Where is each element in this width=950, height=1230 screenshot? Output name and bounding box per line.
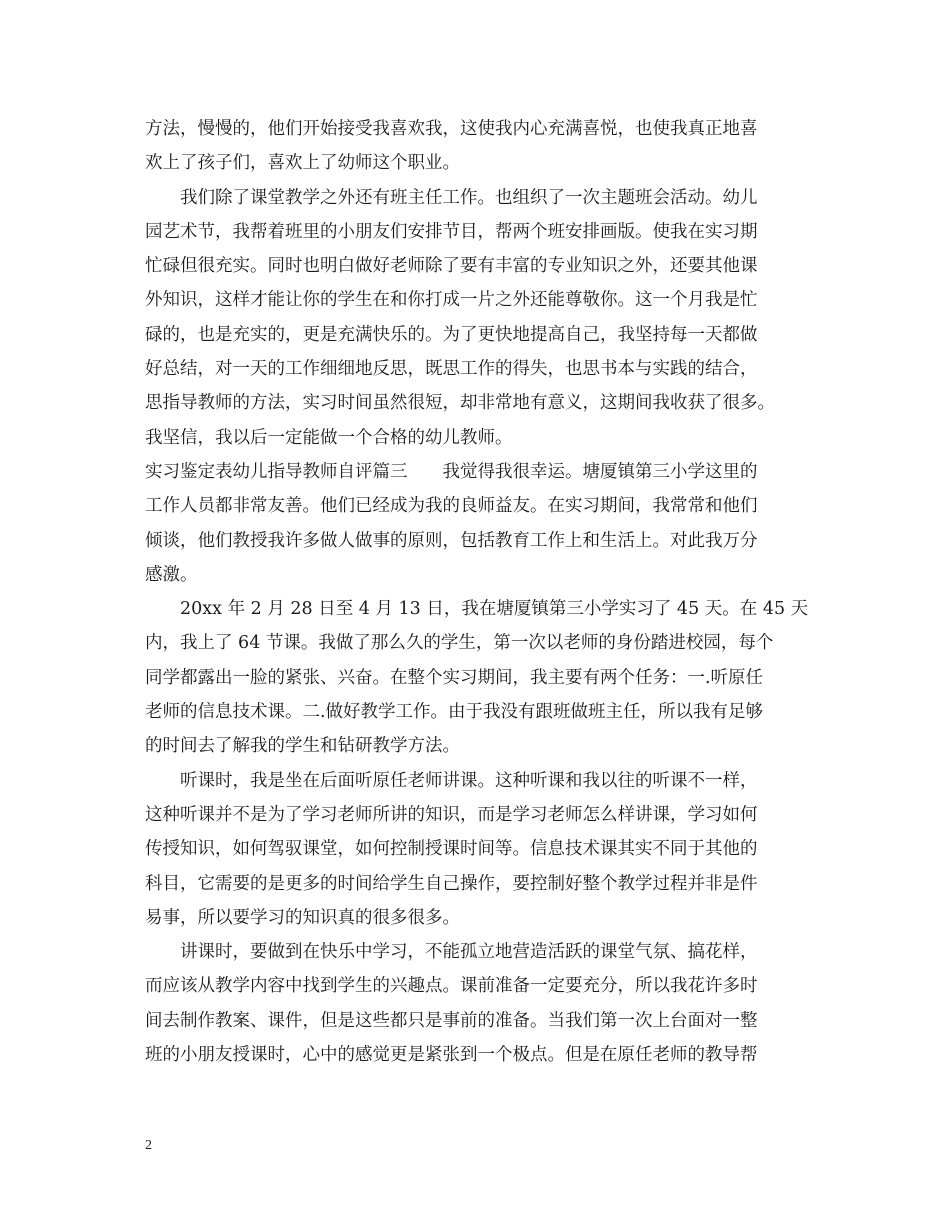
page-number: 2 <box>145 1138 152 1153</box>
text-line: 同学都露出一脸的紧张、兴奋。在整个实习期间，我主要有两个任务：一.听原任 <box>145 667 764 688</box>
text-line: 碌的，也是充实的，更是充满快乐的。为了更快地提高自己，我坚持每一天都做 <box>145 324 758 345</box>
text-line: 传授知识，如何驾驭课堂，如何控制授课时间等。信息技术课其实不同于其他的 <box>145 839 758 860</box>
text-line: 外知识，这样才能让你的学生在和你打成一片之外还能尊敬你。这一个月我是忙 <box>145 290 758 311</box>
text-line: 倾谈，他们教授我许多做人做事的原则，包括教育工作上和生活上。对此我万分 <box>145 530 758 551</box>
text-line: 好总结，对一天的工作细细地反思，既思工作的得失，也思书本与实践的结合， <box>145 359 758 380</box>
text-line: 感激。 <box>145 564 198 585</box>
paragraph-start-line: 讲课时，要做到在快乐中学习，不能孤立地营造活跃的课堂气氛、搞花样， <box>180 942 758 963</box>
text-line: 老师的信息技术课。二.做好教学工作。由于我没有跟班做班主任，所以我有足够 <box>145 702 764 723</box>
text-line: 思指导教师的方法，实习时间虽然很短，却非常地有意义，这期间我收获了很多。 <box>145 393 775 414</box>
paragraph-start-line: 我们除了课堂教学之外还有班主任工作。也组织了一次主题班会活动。幼儿 <box>180 187 758 208</box>
text-line: 科目，它需要的是更多的时间给学生自己操作，要控制好整个教学过程并非是件 <box>145 873 758 894</box>
text-line: 班的小朋友授课时，心中的感觉更是紧张到一个极点。但是在原任老师的教导帮 <box>145 1045 758 1066</box>
text-line: 园艺术节，我帮着班里的小朋友们安排节目，帮两个班安排画版。使我在实习期 <box>145 221 758 242</box>
text-line: 方法，慢慢的，他们开始接受我喜欢我，这使我内心充满喜悦，也使我真正地喜 <box>145 119 758 139</box>
paragraph-start-line: 听课时，我是坐在后面听原任老师讲课。这种听课和我以往的听课不一样， <box>180 770 758 791</box>
text-line: 这种听课并不是为了学习老师所讲的知识，而是学习老师怎么样讲课，学习如何 <box>145 804 758 825</box>
text-line: 工作人员都非常友善。他们已经成为我的良师益友。在实习期间，我常常和他们 <box>145 496 758 517</box>
section-heading-line: 实习鉴定表幼儿指导教师自评篇三 我觉得我很幸运。塘厦镇第三小学这里的 <box>145 461 758 482</box>
text-line: 间去制作教案、课件，但是这些都只是事前的准备。当我们第一次上台面对一整 <box>145 1010 758 1031</box>
text-line: 而应该从教学内容中找到学生的兴趣点。课前准备一定要充分，所以我花许多时 <box>145 976 758 997</box>
text-line: 易事，所以要学习的知识真的很多很多。 <box>145 907 460 928</box>
body-text <box>145 112 825 1072</box>
text-line: 忙碌但很充实。同时也明白做好老师除了要有丰富的专业知识之外，还要其他课 <box>145 256 758 277</box>
paragraph-start-line: 20xx 年 2 月 28 日至 4 月 13 日，我在塘厦镇第三小学实习了 45 天。在 45 天 <box>180 599 809 620</box>
text-line: 我坚信，我以后一定能做一个合格的幼儿教师。 <box>145 427 513 448</box>
text-line: 的时间去了解我的学生和钻研教学方法。 <box>145 736 460 757</box>
text-line: 欢上了孩子们，喜欢上了幼师这个职业。 <box>145 153 460 174</box>
text-line: 内，我上了 64 节课。我做了那么久的学生，第一次以老师的身份踏进校园，每个 <box>145 633 774 654</box>
